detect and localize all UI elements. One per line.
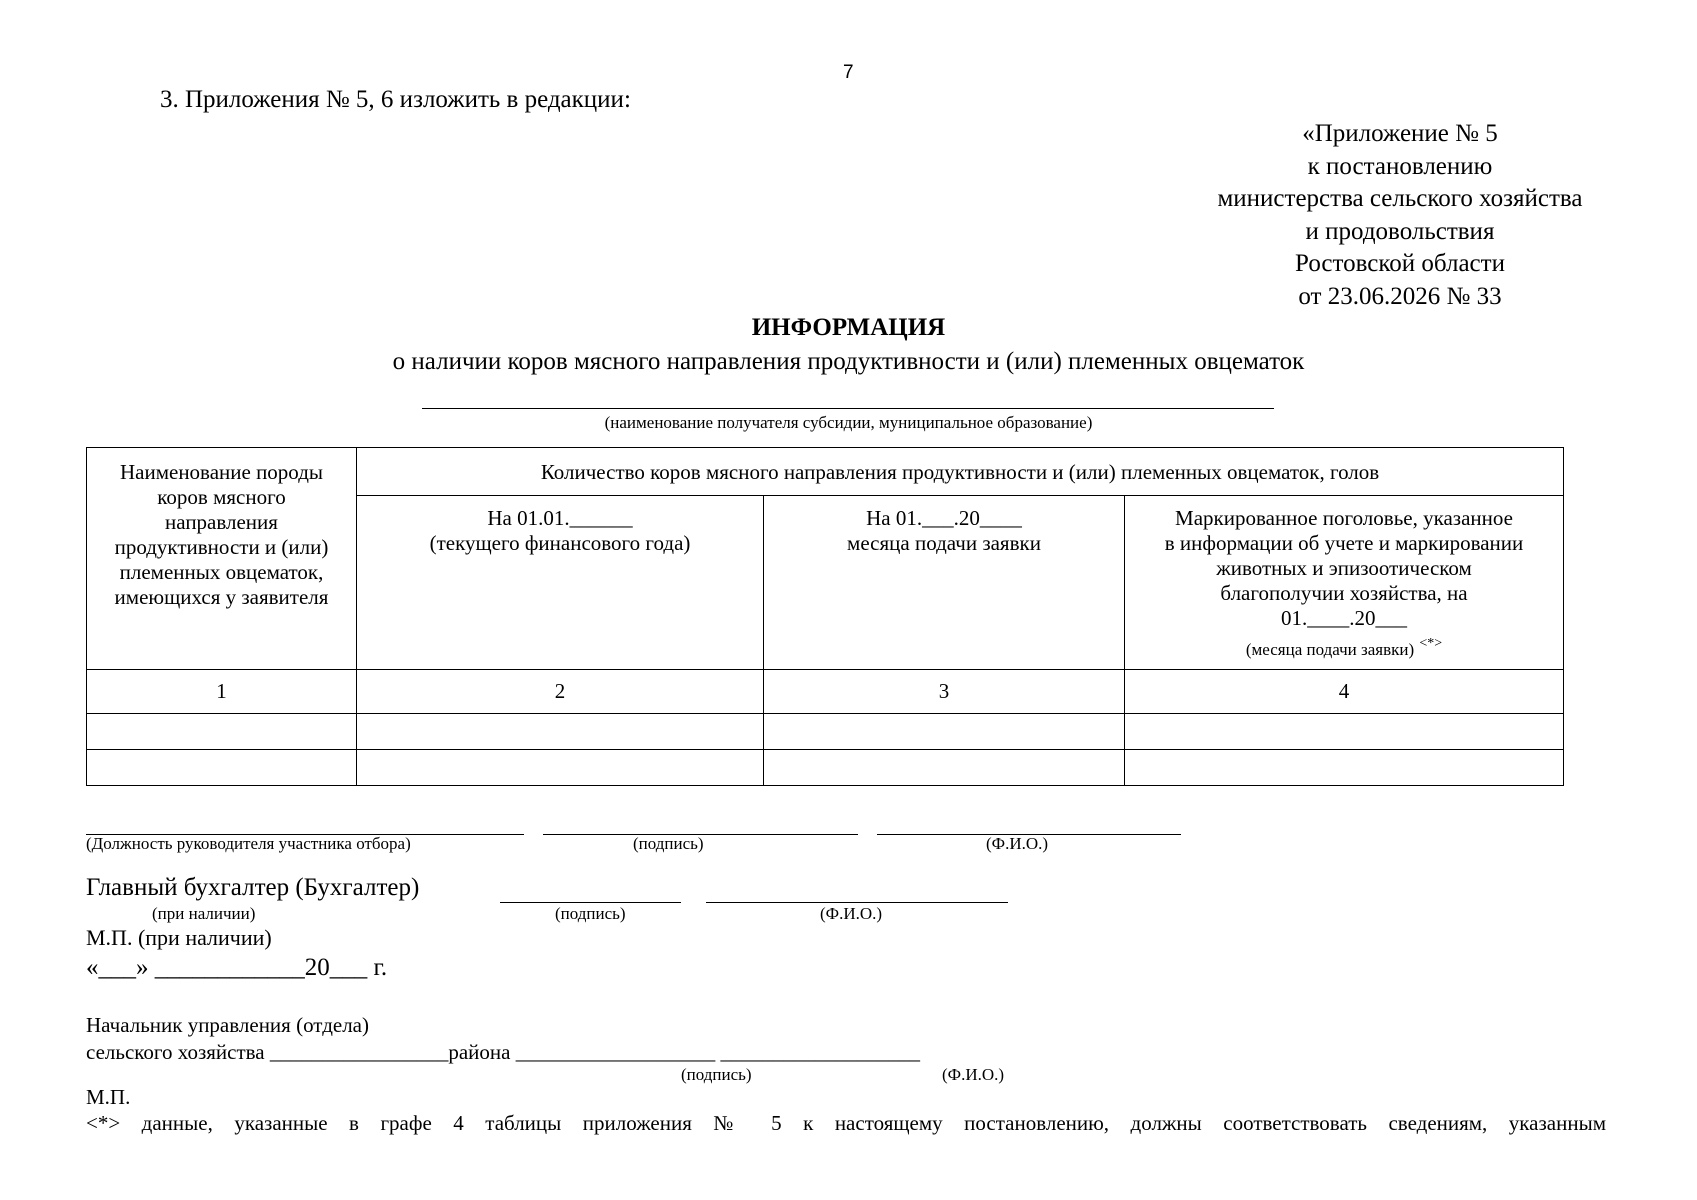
appendix-header: [1180, 118, 1620, 314]
column-number: 1: [87, 670, 357, 714]
chief-signature-line[interactable]: [500, 902, 681, 903]
table-row: [87, 714, 1564, 750]
info-table: [86, 447, 1564, 786]
table-header-col4: Маркированное поголовье, указанное в информации об учете и маркировании животных и эпизоотическом благополучии хозяйства, на 01.____.20___ (месяца подачи заявки) <*>: [1125, 496, 1564, 670]
table-cell[interactable]: [87, 714, 357, 750]
appendix-line: Ростовской области: [1295, 250, 1505, 278]
recipient-line: [422, 408, 1274, 409]
table-cell[interactable]: [87, 750, 357, 786]
table-header-col3: На 01.___.20____ месяца подачи заявки: [764, 496, 1125, 670]
col4-note: (месяца подачи заявки): [1245, 640, 1415, 659]
position-caption: (Должность руководителя участника отбора): [86, 834, 411, 853]
page-number: 7: [843, 62, 854, 83]
appendix-line: и продовольствия: [1305, 217, 1495, 245]
table-cell[interactable]: [357, 714, 764, 750]
table-header-col2: На 01.01.______ (текущего финансового года): [357, 496, 764, 670]
head-fio-caption: (Ф.И.О.): [942, 1065, 1005, 1084]
chief-fio-caption: (Ф.И.О.): [820, 904, 883, 923]
chief-fio-line[interactable]: [706, 902, 1008, 903]
table-cell[interactable]: [1125, 714, 1564, 750]
table-cell[interactable]: [357, 750, 764, 786]
table-row: [87, 750, 1564, 786]
document-title: ИНФОРМАЦИЯ: [751, 314, 946, 341]
appendix-line: к постановлению: [1307, 152, 1493, 180]
appendix-line: от 23.06.2026 № 33: [1298, 282, 1502, 310]
column-number: 2: [357, 670, 764, 714]
table-cell[interactable]: [764, 714, 1125, 750]
intro-text: 3. Приложения № 5, 6 изложить в редакции:: [160, 86, 631, 113]
recipient-caption: (наименование получателя субсидии, муниципальное образование): [604, 413, 1093, 432]
appendix-line: министерства сельского хозяйства: [1217, 185, 1583, 213]
head-label-line1: Начальник управления (отдела): [86, 1013, 369, 1037]
stamp-label: М.П.: [86, 1085, 131, 1109]
stamp-if-any: М.П. (при наличии): [86, 925, 272, 950]
signature-caption: (подпись): [633, 834, 704, 853]
footnote-text: <*> данные, указанные в графе 4 таблицы приложения № 5 к настоящему постановлению, должны соответствовать сведениям, указанным: [86, 1111, 1606, 1135]
head-signature-caption: (подпись): [681, 1065, 752, 1084]
document-subtitle: о наличии коров мясного направления продуктивности и (или) племенных овцематок: [392, 348, 1305, 375]
date-line[interactable]: «___» ____________20___ г.: [86, 954, 388, 981]
table-header-group: Количество коров мясного направления продуктивности и (или) племенных овцематок, голов: [357, 448, 1564, 496]
footnote-marker: <*>: [1419, 636, 1443, 651]
head-label-line2[interactable]: сельского хозяйства _________________района ___________________ ___________________: [86, 1040, 920, 1064]
table-cell[interactable]: [1125, 750, 1564, 786]
if-any-caption: (при наличии): [152, 904, 256, 923]
chief-signature-caption: (подпись): [555, 904, 626, 923]
column-number: 3: [764, 670, 1125, 714]
appendix-line: «Приложение № 5: [1302, 120, 1498, 147]
table-header-breed: Наименование породы коров мясного направления продуктивности и (или) племенных овцематок, имеющихся у заявителя: [87, 448, 357, 670]
table-cell[interactable]: [764, 750, 1125, 786]
chief-accountant-label: Главный бухгалтер (Бухгалтер): [86, 874, 420, 901]
fio-caption: (Ф.И.О.): [986, 834, 1049, 853]
column-number: 4: [1125, 670, 1564, 714]
